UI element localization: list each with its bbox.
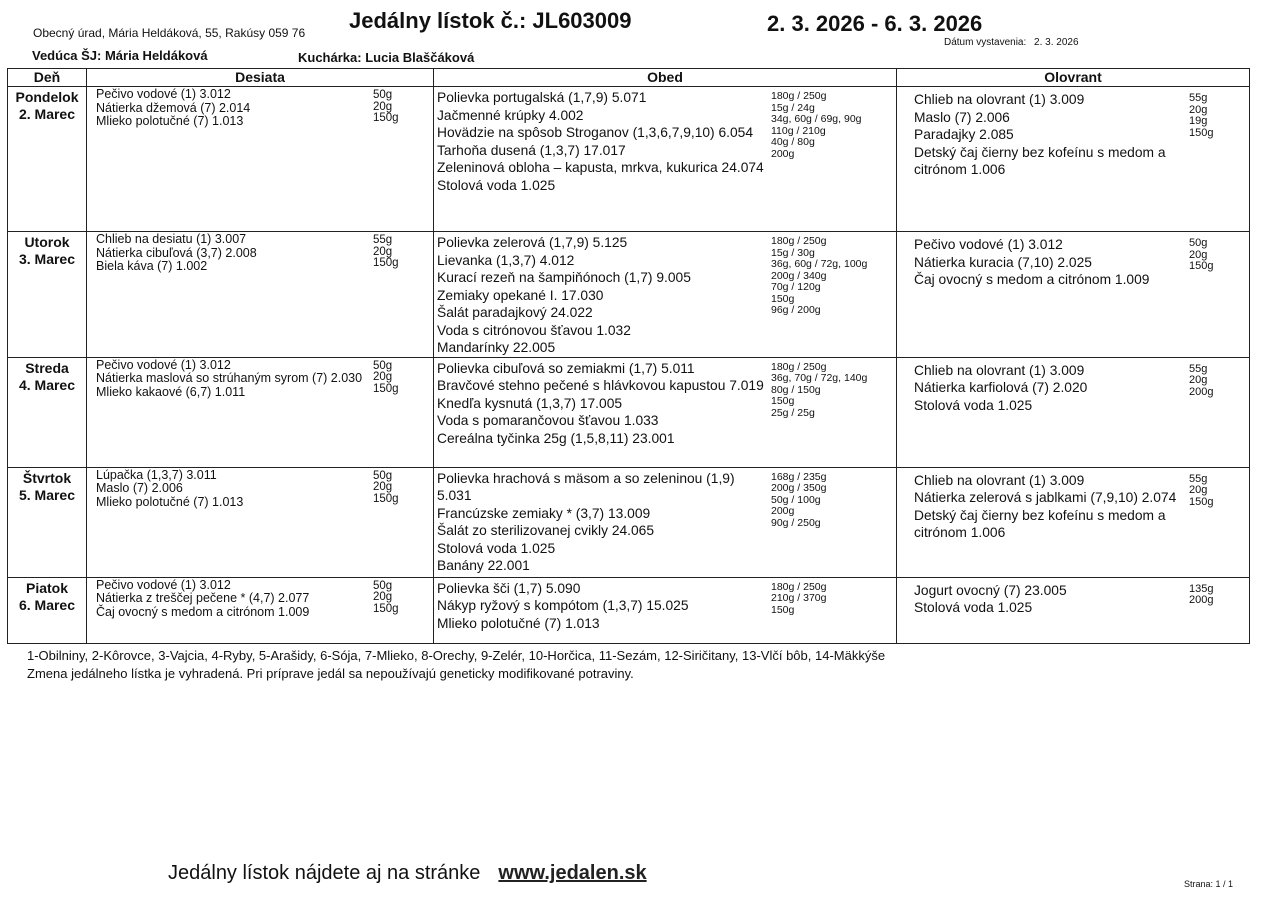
obed-content — [434, 468, 896, 575]
olovrant-cell — [897, 577, 1250, 643]
menu-item: Banány 22.001 — [437, 558, 530, 573]
olovrant-items — [897, 232, 1187, 289]
menu-item: Stolová voda 1.025 — [914, 397, 1033, 413]
day-date: 6. Marec — [18, 596, 76, 613]
menu-item: Detský čaj čierny bez kofeínu s medom a citrónom 1.006 — [914, 144, 1166, 177]
menu-item: Lievanka (1,3,7) 4.012 — [437, 252, 575, 268]
menu-item: Mandarínky 22.005 — [437, 340, 556, 355]
desiata-portions: 50g 20g 150g — [373, 359, 399, 395]
day-cell — [8, 467, 87, 577]
desiata-cell — [87, 467, 434, 577]
desiata-content — [87, 87, 433, 129]
menu-item: Lúpačka (1,3,7) 3.011 — [96, 467, 217, 482]
desiata-items — [87, 358, 373, 400]
menu-item: Mlieko polotučné (7) 1.013 — [96, 114, 244, 128]
menu-item: Biela káva (7) 1.002 — [96, 259, 208, 273]
menu-item: Tarhoňa dusená (1,3,7) 17.017 — [437, 142, 626, 158]
obed-cell — [434, 467, 897, 577]
menu-item: Pečivo vodové (1) 3.012 — [96, 577, 231, 592]
desiata-content — [87, 468, 433, 510]
olovrant-portions: 55g 20g 200g — [1189, 362, 1214, 398]
manager-name: Vedúca ŠJ: Mária Heldáková — [32, 48, 208, 63]
menu-item: Voda s pomarančovou šťavou 1.033 — [437, 413, 659, 428]
footer-note: Zmena jedálneho lístka je vyhradená. Pri príprave jedál sa nepoužívajú geneticky modifikované potraviny. — [27, 666, 634, 681]
olovrant-content — [897, 358, 1249, 415]
col-header-desiata: Desiata — [87, 69, 434, 87]
desiata-portions: 50g 20g 150g — [373, 89, 399, 124]
obed-content — [434, 232, 896, 357]
menu-item: Nátierka karfiolová (7) 2.020 — [914, 380, 1088, 395]
day-date: 4. Marec — [18, 376, 76, 393]
menu-item: Paradajky 2.085 — [914, 127, 1014, 142]
issue-date — [944, 37, 1079, 48]
menu-item: Nákyp ryžový s kompótom (1,3,7) 15.025 — [437, 598, 689, 613]
olovrant-cell — [897, 357, 1250, 467]
menu-item: Cereálna tyčinka 25g (1,5,8,11) 23.001 — [437, 430, 675, 446]
page-title: Jedálny lístok č.: JL603009 — [349, 8, 632, 33]
issue-date-label: Dátum vystavenia: — [944, 37, 1027, 48]
menu-item: Maslo (7) 2.006 — [914, 109, 1010, 125]
obed-content — [434, 358, 896, 448]
menu-item: Nátierka cibuľová (3,7) 2.008 — [96, 245, 257, 260]
menu-item: Maslo (7) 2.006 — [96, 481, 183, 495]
olovrant-content — [897, 87, 1249, 179]
olovrant-portions: 55g 20g 19g 150g — [1189, 92, 1214, 140]
menu-item: Polievka zelerová (1,7,9) 5.125 — [437, 235, 628, 250]
menu-item: Polievka portugalská (1,7,9) 5.071 — [437, 90, 647, 105]
obed-items — [434, 358, 771, 448]
menu-item: Polievka hrachová s mäsom a so zeleninou (1,9) 5.031 — [437, 470, 735, 503]
col-header-day: Deň — [8, 69, 87, 87]
day-date: 2. Marec — [18, 106, 76, 122]
olovrant-portions: 50g 20g 150g — [1189, 237, 1214, 273]
menu-item: Kurací rezeň na šampiňónoch (1,7) 9.005 — [437, 270, 691, 285]
desiata-portions: 55g 20g 150g — [373, 234, 399, 269]
olovrant-cell — [897, 467, 1250, 577]
desiata-content — [87, 358, 433, 400]
obed-items — [434, 468, 771, 575]
menu-item: Stolová voda 1.025 — [914, 600, 1033, 615]
menu-item: Zemiaky opekané I. 17.030 — [437, 287, 604, 303]
menu-item: Pečivo vodové (1) 3.012 — [96, 357, 231, 372]
day-name: Utorok — [24, 234, 70, 250]
menu-item: Mlieko kakaové (6,7) 1.011 — [96, 384, 246, 399]
olovrant-items — [897, 87, 1187, 179]
menu-item: Mlieko polotučné (7) 1.013 — [96, 494, 244, 509]
obed-cell — [434, 232, 897, 358]
obed-portions: 180g / 250g 36g, 70g / 72g, 140g 80g / 150g 150g 25g / 25g — [771, 360, 868, 419]
menu-item: Stolová voda 1.025 — [437, 177, 556, 193]
menu-item: Pečivo vodové (1) 3.012 — [96, 87, 231, 101]
desiata-items — [87, 232, 373, 274]
obed-content — [434, 578, 896, 633]
menu-item: Hovädzie na spôsob Stroganov (1,3,6,7,9,10) 6.054 — [437, 125, 754, 140]
table-row — [8, 87, 1250, 232]
menu-item: Chlieb na desiatu (1) 3.007 — [96, 232, 247, 246]
desiata-items — [87, 468, 373, 510]
menu-item: Polievka cibuľová so zemiakmi (1,7) 5.011 — [437, 360, 695, 376]
allergen-legend: 1-Obilniny, 2-Kôrovce, 3-Vajcia, 4-Ryby, 5-Arašidy, 6-Sója, 7-Mlieko, 8-Orechy, 9-Zelér, 10-Horčica, 11-Sezám, 12-Siričitany, 13-Vlčí bôb, 14-Mäkkýše — [27, 648, 886, 663]
menu-item: Čaj ovocný s medom a citrónom 1.009 — [914, 272, 1150, 287]
website-link[interactable]: www.jedalen.sk — [498, 862, 647, 884]
menu-item: Stolová voda 1.025 — [437, 540, 556, 556]
desiata-items — [87, 87, 373, 129]
obed-content — [434, 87, 896, 194]
menu-item: Nátierka zelerová s jablkami (7,9,10) 2.074 — [914, 490, 1177, 505]
desiata-cell — [87, 577, 434, 643]
obed-items — [434, 232, 771, 357]
desiata-cell — [87, 87, 434, 232]
menu-item: Knedľa kysnutá (1,3,7) 17.005 — [437, 395, 623, 411]
table-row — [8, 357, 1250, 467]
olovrant-portions: 135g 200g — [1189, 582, 1214, 607]
table-row — [8, 232, 1250, 358]
table-header-row — [8, 69, 1250, 87]
obed-cell — [434, 577, 897, 643]
menu-item: Nátierka kuracia (7,10) 2.025 — [914, 254, 1092, 270]
menu-item: Voda s citrónovou šťavou 1.032 — [437, 322, 631, 338]
olovrant-items — [897, 358, 1187, 415]
col-header-obed: Obed — [434, 69, 897, 87]
table-row — [8, 467, 1250, 577]
olovrant-content — [897, 578, 1249, 617]
menu-item: Šalát zo sterilizovanej cvikly 24.065 — [437, 523, 655, 538]
desiata-cell — [87, 232, 434, 358]
olovrant-content — [897, 232, 1249, 289]
cook-name: Kuchárka: Lucia Blaščáková — [298, 50, 475, 65]
menu-item: Francúzske zemiaky * (3,7) 13.009 — [437, 505, 651, 521]
day-date: 5. Marec — [18, 486, 76, 503]
menu-item: Nátierka džemová (7) 2.014 — [96, 100, 251, 115]
date-range: 2. 3. 2026 - 6. 3. 2026 — [767, 11, 983, 36]
desiata-cell — [87, 357, 434, 467]
issue-date-value: 2. 3. 2026 — [1034, 37, 1079, 48]
day-name: Štvrtok — [22, 469, 72, 486]
day-cell — [8, 232, 87, 358]
menu-item: Polievka šči (1,7) 5.090 — [437, 580, 581, 596]
desiata-portions: 50g 20g 150g — [373, 469, 399, 505]
obed-items — [434, 578, 771, 633]
menu-item: Bravčové stehno pečené s hlávkovou kapustou 7.019 — [437, 378, 764, 393]
menu-item: Jačmenné krúpky 4.002 — [437, 107, 584, 123]
table-row — [8, 577, 1250, 643]
menu-item: Čaj ovocný s medom a citrónom 1.009 — [96, 604, 310, 619]
olovrant-items — [897, 468, 1187, 542]
col-header-olovrant: Olovrant — [897, 69, 1250, 87]
menu-item: Detský čaj čierny bez kofeínu s medom a citrónom 1.006 — [914, 507, 1166, 540]
menu-item: Zeleninová obloha – kapusta, mrkva, kukurica 24.074 — [437, 160, 764, 175]
olovrant-cell — [897, 232, 1250, 358]
obed-portions: 180g / 250g 15g / 24g 34g, 60g / 69g, 90g 110g / 210g 40g / 80g 200g — [771, 90, 862, 160]
desiata-portions: 50g 20g 150g — [373, 579, 399, 615]
olovrant-portions: 55g 20g 150g — [1189, 472, 1214, 508]
olovrant-items — [897, 578, 1187, 617]
menu-item: Chlieb na olovrant (1) 3.009 — [914, 92, 1085, 107]
desiata-content — [87, 232, 433, 274]
olovrant-content — [897, 468, 1249, 542]
office-address: Obecný úrad, Mária Heldáková, 55, Rakúsy 059 76 — [33, 26, 306, 40]
desiata-items — [87, 578, 373, 620]
day-date: 3. Marec — [18, 251, 76, 267]
menu-item: Chlieb na olovrant (1) 3.009 — [914, 472, 1085, 488]
page-number: Strana: 1 / 1 — [1184, 879, 1234, 889]
menu-item: Nátierka maslová so strúhaným syrom (7) 2.030 — [96, 371, 363, 385]
day-name: Pondelok — [15, 89, 79, 105]
day-cell — [8, 87, 87, 232]
menu-item: Pečivo vodové (1) 3.012 — [914, 237, 1063, 252]
website-line — [168, 862, 647, 885]
obed-items — [434, 87, 771, 194]
obed-cell — [434, 87, 897, 232]
obed-portions: 180g / 250g 210g / 370g 150g — [771, 580, 827, 616]
menu-item: Jogurt ovocný (7) 23.005 — [914, 582, 1067, 598]
desiata-content — [87, 578, 433, 620]
obed-portions: 180g / 250g 15g / 30g 36g, 60g / 72g, 100g 200g / 340g 70g / 120g 150g 96g / 200g — [771, 235, 868, 316]
menu-item: Šalát paradajkový 24.022 — [437, 305, 593, 320]
day-name: Streda — [25, 359, 69, 376]
menu-item: Nátierka z treščej pečene * (4,7) 2.077 — [96, 591, 310, 605]
day-cell — [8, 577, 87, 643]
menu-item: Chlieb na olovrant (1) 3.009 — [914, 362, 1085, 378]
day-cell — [8, 357, 87, 467]
menu-table — [7, 68, 1250, 644]
website-text: Jedálny lístok nájdete aj na stránke — [168, 862, 481, 884]
olovrant-cell — [897, 87, 1250, 232]
obed-cell — [434, 357, 897, 467]
day-name: Piatok — [25, 579, 68, 596]
obed-portions: 168g / 235g 200g / 350g 50g / 100g 200g 90g / 250g — [771, 470, 827, 529]
menu-item: Mlieko polotučné (7) 1.013 — [437, 615, 600, 631]
